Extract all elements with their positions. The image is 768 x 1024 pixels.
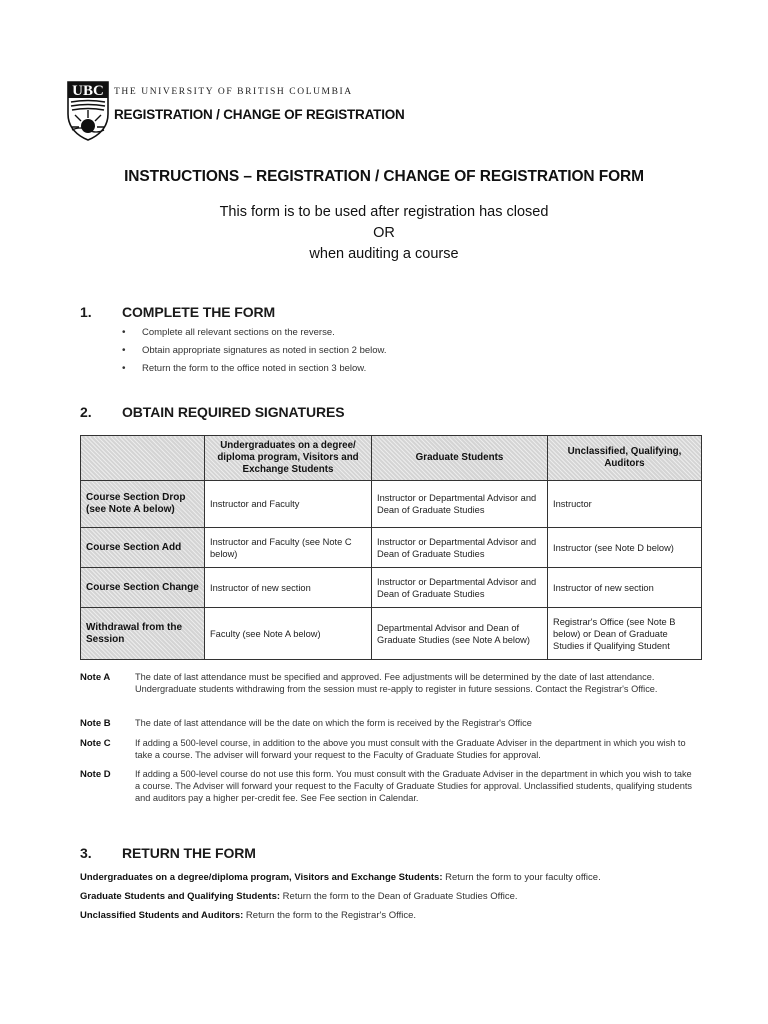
table-cell: Instructor and Faculty (see Note C below) xyxy=(205,528,372,568)
section-1-title: COMPLETE THE FORM xyxy=(122,304,276,320)
form-name: REGISTRATION / CHANGE OF REGISTRATION xyxy=(114,107,405,122)
note-d-label: Note D xyxy=(80,769,111,780)
table-cell: Instructor (see Note D below) xyxy=(548,528,702,568)
university-name: THE UNIVERSITY OF BRITISH COLUMBIA xyxy=(114,87,353,97)
return-line-heading: Unclassified Students and Auditors: xyxy=(80,910,244,921)
table-header-cell: Graduate Students xyxy=(372,436,548,481)
table-cell: Instructor or Departmental Advisor and Dean of Graduate Studies xyxy=(372,528,548,568)
note-c-text: If adding a 500-level course, in addition to the above you must consult with the Graduate Adviser in the department in which you wish to take a course. The adviser will forward your request to the Faculty of Graduate Studies for approval. xyxy=(135,738,686,760)
signatures-table xyxy=(80,435,702,660)
return-line-heading: Undergraduates on a degree/diploma program, Visitors and Exchange Students: xyxy=(80,872,443,883)
section-2-title: OBTAIN REQUIRED SIGNATURES xyxy=(122,404,345,420)
return-line-heading: Graduate Students and Qualifying Students: xyxy=(80,891,281,902)
table-cell: Departmental Advisor and Dean of Graduate Studies (see Note A below) xyxy=(372,608,548,660)
table-cell: Instructor of new section xyxy=(205,568,372,608)
logo-text: UBC xyxy=(72,83,104,99)
row-label: Course Section Change xyxy=(81,568,205,608)
table-row xyxy=(81,481,702,528)
return-line-undergraduates xyxy=(80,872,601,883)
subtitle-line-2: OR xyxy=(373,225,395,241)
note-a-text: The date of last attendance must be specified and approved. Fee adjustments will be determined by the date of last attendance. Undergraduate students withdrawing from the session must re-apply to register in future sessions. Contact the Registrar's Office. xyxy=(135,672,658,694)
table-row xyxy=(81,528,702,568)
row-label: Course Section Drop (see Note A below) xyxy=(81,481,205,528)
return-line-text: Return the form to the Dean of Graduate Studies Office. xyxy=(280,891,518,902)
table-header-cell: Unclassified, Qualifying, Auditors xyxy=(548,436,702,481)
table-row xyxy=(81,568,702,608)
section-2-number: 2. xyxy=(80,404,92,420)
ubc-crest-logo xyxy=(66,80,110,142)
return-line-unclassified xyxy=(80,910,416,921)
return-line-text: Return the form to the Registrar's Office. xyxy=(243,910,416,921)
page-title: INSTRUCTIONS – REGISTRATION / CHANGE OF REGISTRATION FORM xyxy=(124,168,644,185)
section-1-bullet-list xyxy=(120,326,387,380)
bullet-item: • Obtain appropriate signatures as noted in section 2 below. xyxy=(120,344,387,362)
table-cell: Instructor or Departmental Advisor and Dean of Graduate Studies xyxy=(372,481,548,528)
note-b-text: The date of last attendance will be the date on which the form is received by the Registrar's Office xyxy=(135,718,532,728)
section-3-number: 3. xyxy=(80,845,92,861)
table-cell: Instructor of new section xyxy=(548,568,702,608)
table-cell: Instructor or Departmental Advisor and Dean of Graduate Studies xyxy=(372,568,548,608)
table-cell: Instructor and Faculty xyxy=(205,481,372,528)
section-1-number: 1. xyxy=(80,304,92,320)
subtitle-line-1: This form is to be used after registration has closed xyxy=(219,204,549,220)
table-header-cell xyxy=(81,436,205,481)
row-label: Course Section Add xyxy=(81,528,205,568)
table-header-row xyxy=(81,436,702,481)
note-b-label: Note B xyxy=(80,718,111,729)
table-cell: Faculty (see Note A below) xyxy=(205,608,372,660)
subtitle-line-3: when auditing a course xyxy=(309,246,459,262)
note-a-label: Note A xyxy=(80,672,111,683)
return-line-graduates xyxy=(80,891,518,902)
row-label: Withdrawal from the Session xyxy=(81,608,205,660)
section-3-title: RETURN THE FORM xyxy=(122,845,256,861)
return-line-text: Return the form to your faculty office. xyxy=(442,872,601,883)
table-header-cell: Undergraduates on a degree/ diploma program, Visitors and Exchange Students xyxy=(205,436,372,481)
bullet-item: • Complete all relevant sections on the reverse. xyxy=(120,326,387,344)
table-cell: Instructor xyxy=(548,481,702,528)
table-row xyxy=(81,608,702,660)
note-d-text: If adding a 500-level course do not use this form. You must consult with the Graduate Adviser in the department in which you wish to take a course. The Adviser will forward your request to the Faculty of Graduate Studies for approval. Unclassified students, qualifying students and auditors pay a higher per-credit fee. See Fee section in Calendar. xyxy=(135,769,692,803)
table-cell: Registrar's Office (see Note B below) or Dean of Graduate Studies if Qualifying Student xyxy=(548,608,702,660)
bullet-item: • Return the form to the office noted in section 3 below. xyxy=(120,362,387,380)
note-c-label: Note C xyxy=(80,738,111,749)
